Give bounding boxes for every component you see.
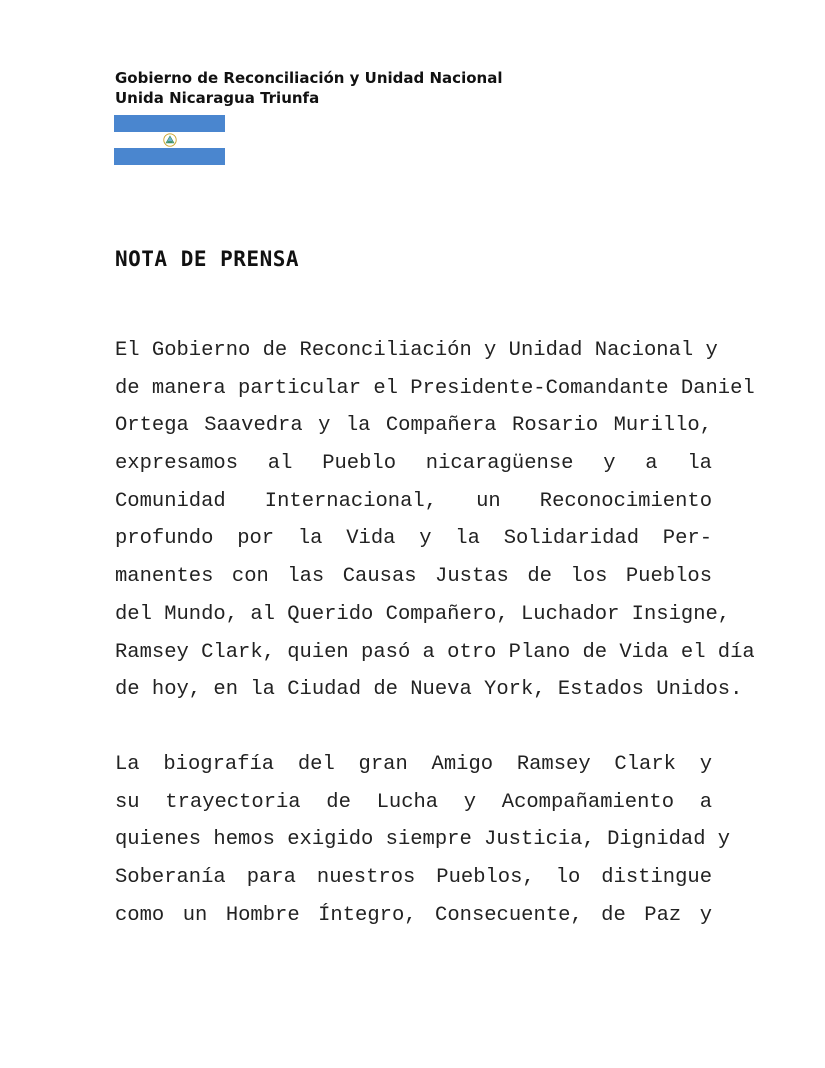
text-line: como un Hombre Íntegro, Consecuente, de Paz y	[115, 903, 712, 927]
text-line: profundo por la Vida y la Solidaridad Per-	[115, 527, 712, 551]
text-line: expresamos al Pueblo nicaragüense y a la	[115, 452, 712, 476]
letterhead-government-name: Gobierno de Reconciliación y Unidad Nacional	[115, 69, 503, 87]
text-line: del Mundo, al Querido Compañero, Luchador Insigne,	[115, 602, 731, 626]
paragraph-1	[115, 332, 755, 709]
text-line: de manera particular el Presidente-Comandante Daniel	[115, 376, 755, 400]
text-line: su trayectoria de Lucha y Acompañamiento a	[115, 790, 712, 814]
letterhead-slogan: Unida Nicaragua Triunfa	[115, 89, 320, 107]
text-line: manentes con las Causas Justas de los Pueblos	[115, 565, 712, 589]
nicaragua-flag	[114, 115, 225, 165]
nicaragua-coat-of-arms-icon	[163, 133, 177, 147]
text-line: quienes hemos exigido siempre Justicia, Dignidad y	[115, 828, 731, 852]
text-line: Ortega Saavedra y la Compañera Rosario Murillo,	[115, 414, 712, 438]
text-line: El Gobierno de Reconciliación y Unidad Nacional y	[115, 339, 718, 362]
flag-stripe-bottom	[114, 148, 225, 165]
flag-stripe-top	[114, 115, 225, 132]
text-line: La biografía del gran Amigo Ramsey Clark y	[115, 753, 712, 776]
text-line: Ramsey Clark, quien pasó a otro Plano de Vida el día	[115, 640, 755, 664]
press-release-heading: NOTA DE PRENSA	[115, 247, 300, 271]
text-line: de hoy, en la Ciudad de Nueva York, Estados Unidos.	[115, 678, 743, 702]
text-line: Comunidad Internacional, un Reconocimiento	[115, 489, 712, 513]
paragraph-2	[115, 746, 731, 934]
letterhead	[115, 68, 502, 108]
text-line: Soberanía para nuestros Pueblos, lo distingue	[115, 866, 712, 890]
